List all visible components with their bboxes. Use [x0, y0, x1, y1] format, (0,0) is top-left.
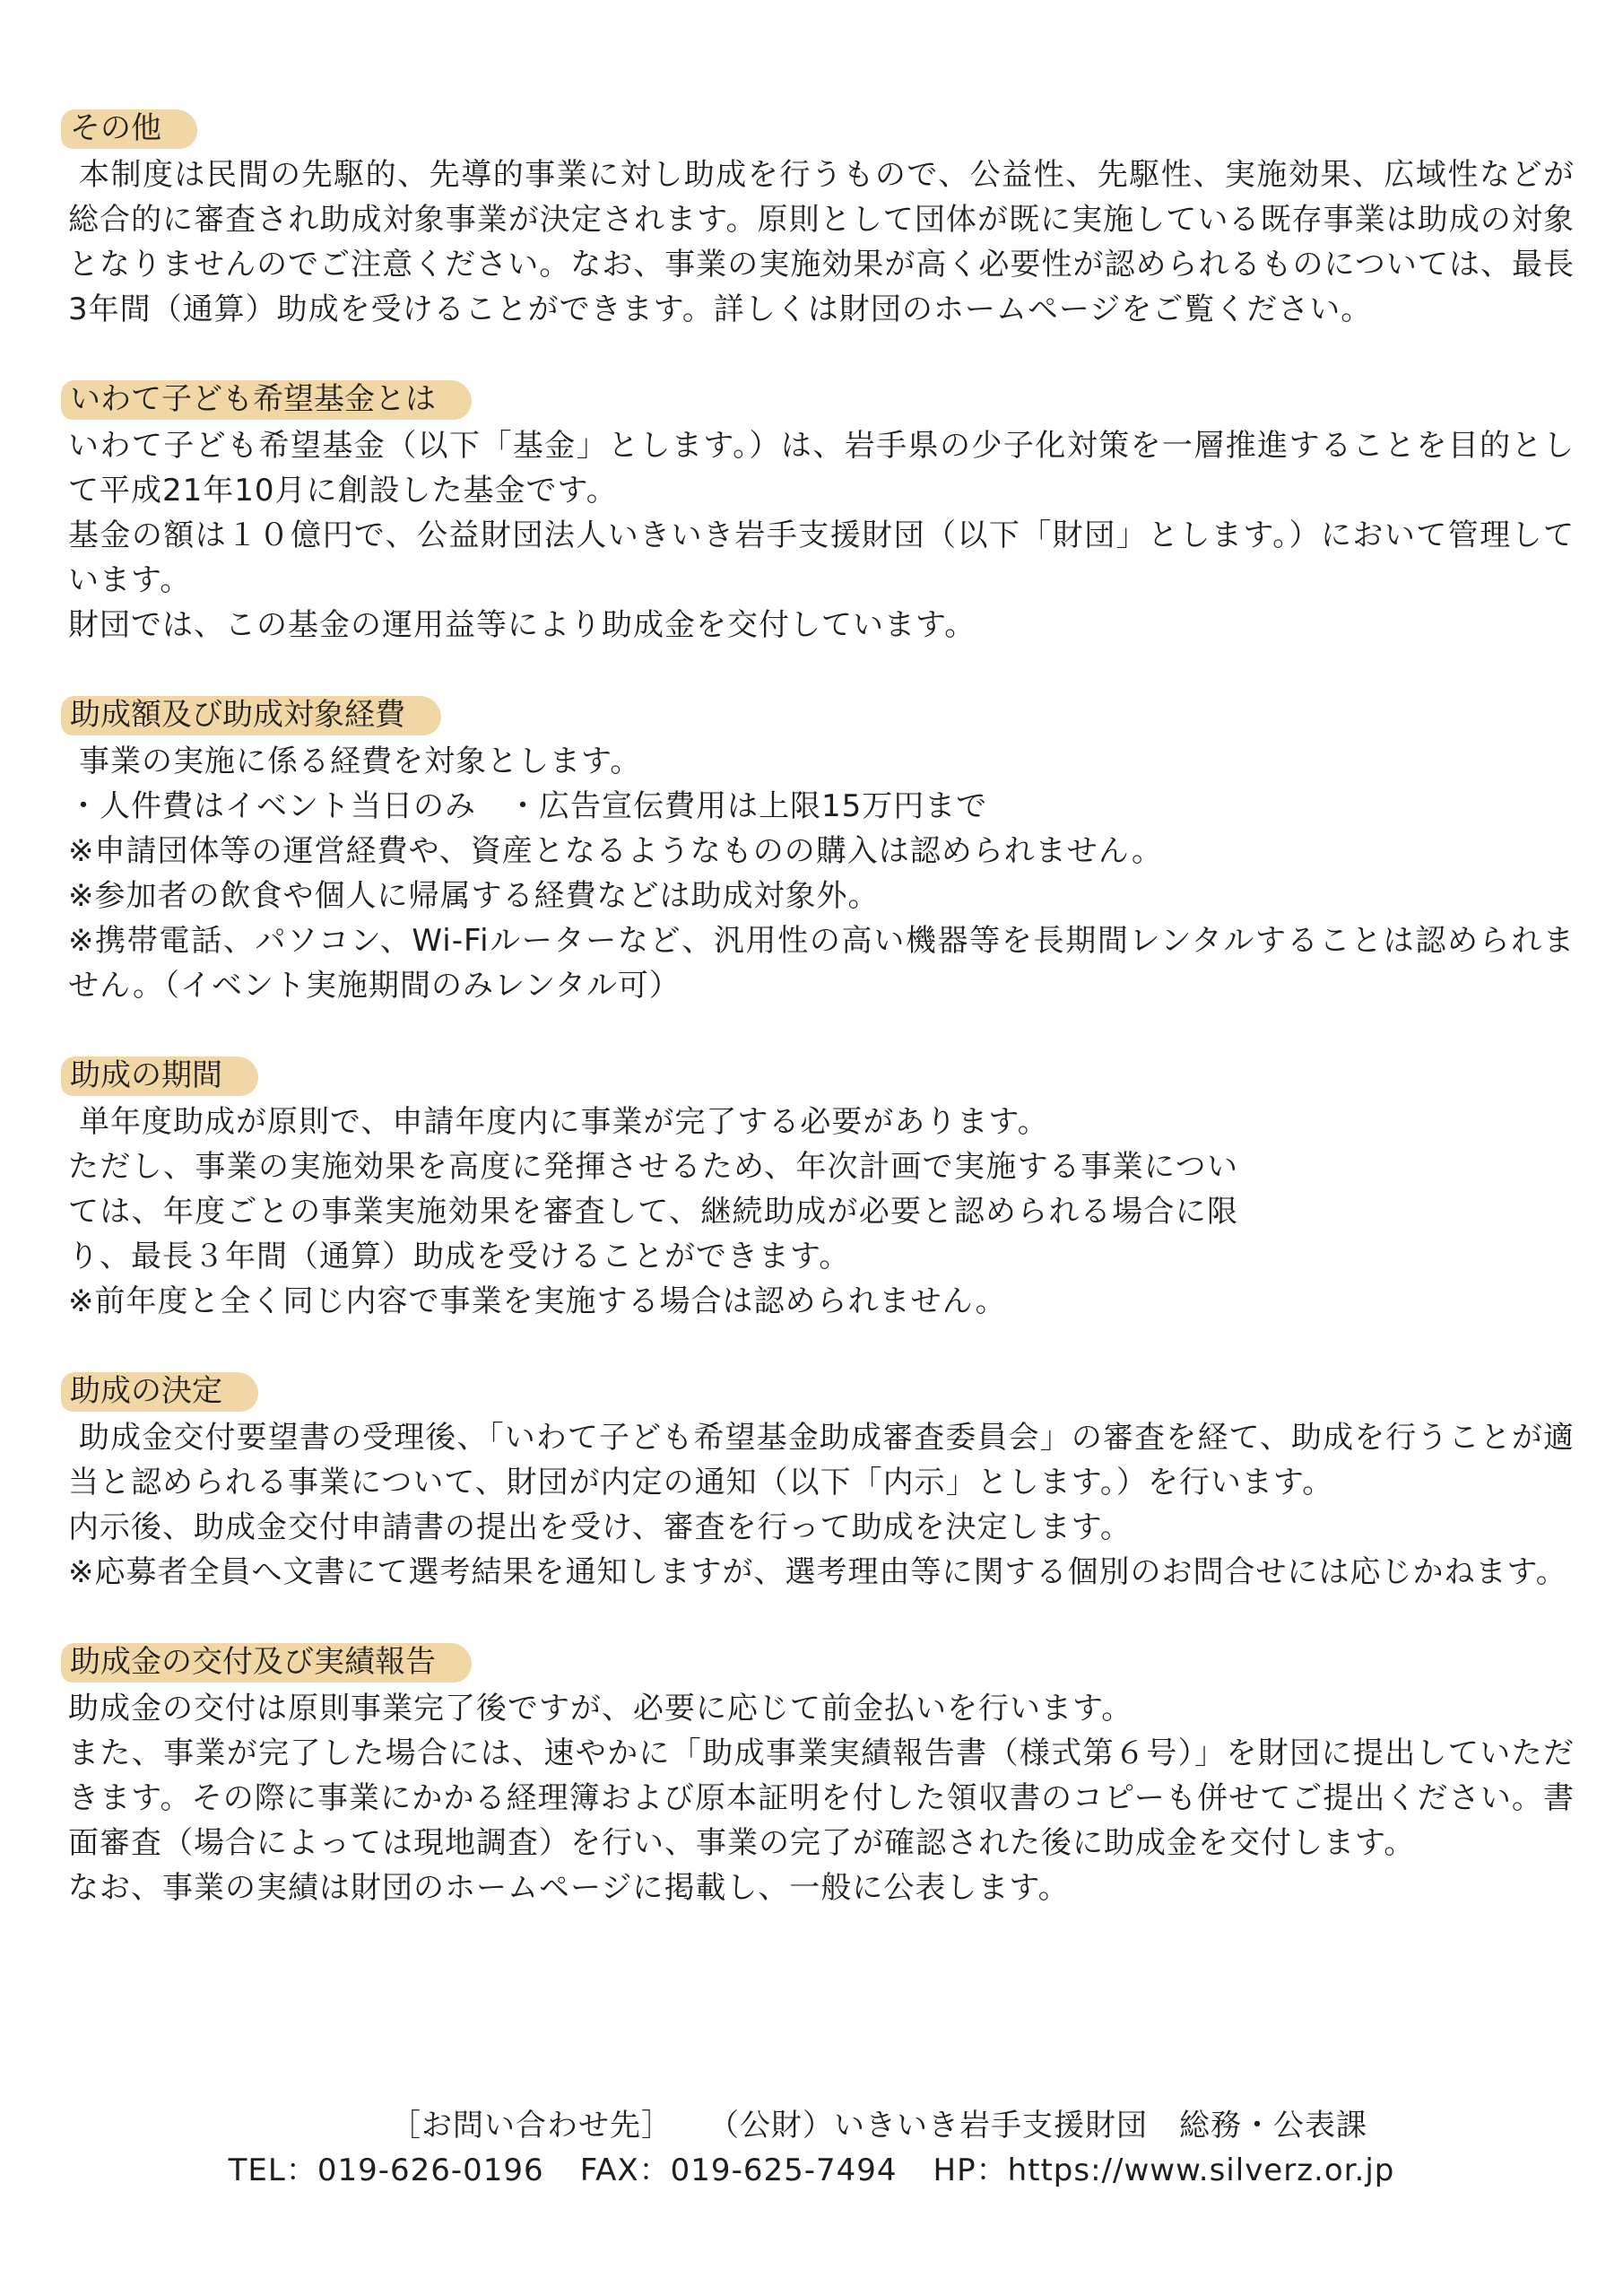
- paragraph: 財団では、この基金の運用益等により助成金を交付しています。: [68, 607, 976, 643]
- paragraph: 単年度助成が原則で、申請年度内に事業が完了する必要があります。: [79, 1104, 1049, 1140]
- paragraph: また、事業が完了した場合には、速やかに「助成事業実績報告書（様式第６号）」を財団に提出していただきます。その際に事業にかかる経理簿および原本証明を付した領収書のコピーも併せてご提出ください。書面審査（場合によっては現地調査）を行い、事業の完了が確認された後に助成金を交付します。: [68, 1735, 1575, 1861]
- contact-fax: FAX：019-625-7494: [579, 2152, 898, 2188]
- section-grant-payment-report: [68, 1639, 1575, 1910]
- paragraph: 基金の額は１０億円で、公益財団法人いきいき岩手支援財団（以下「財団」とします。）において管理しています。: [68, 517, 1575, 598]
- paragraph: ※前年度と全く同じ内容で事業を実施する場合は認められません。: [68, 1283, 1007, 1319]
- paragraph: 本制度は民間の先駆的、先導的事業に対し助成を行うもので、公益性、先駆性、実施効果、広域性などが総合的に審査され助成対象事業が決定されます。原則として団体が既に実施している既存事業は助成の対象となりませんのでご注意ください。なお、事業の実施効果が高く必要性が認められるものについては、最長3年間（通算）助成を受けることができます。詳しくは財団のホームページをご覧ください。: [68, 157, 1575, 327]
- section-grant-amount: [68, 692, 1575, 1008]
- contact-info: [0, 2103, 1623, 2193]
- contact-row-numbers: [0, 2148, 1623, 2193]
- contact-tel: TEL：019-626-0196: [228, 2152, 544, 2188]
- contact-homepage: HP：https://www.silverz.or.jp: [933, 2152, 1395, 2188]
- section-title: いわて子ども希望基金とは: [68, 377, 472, 422]
- section-grant-decision: [68, 1369, 1575, 1595]
- paragraph: なお、事業の実績は財団のホームページに掲載し、一般に公表します。: [68, 1870, 1070, 1906]
- contact-row-org: [0, 2103, 1623, 2148]
- section-title: 助成の期間: [68, 1053, 258, 1098]
- paragraph: 助成金の交付は原則事業完了後ですが、必要に応じて前金払いを行います。: [68, 1691, 1133, 1726]
- paragraph: 助成金交付要望書の受理後、「いわて子ども希望基金助成審査委員会」の審査を経て、助成を行うことが適当と認められる事業について、財団が内定の通知（以下「内示」とします。）を行います。: [68, 1420, 1575, 1500]
- paragraph: ・人件費はイベント当日のみ ・広告宣伝費用は上限15万円まで: [68, 788, 988, 824]
- section-title: 助成の決定: [68, 1369, 258, 1413]
- contact-organization: （公財）いきいき岩手支援財団 総務・公表課: [708, 2108, 1367, 2144]
- paragraph: 事業の実施に係る経費を対象とします。: [79, 744, 642, 779]
- paragraph: ※申請団体等の運営経費や、資産となるようなものの購入は認められません。: [68, 833, 1163, 869]
- paragraph: 内示後、助成金交付申請書の提出を受け、審査を行って助成を決定します。: [68, 1509, 1132, 1545]
- section-title: 助成額及び助成対象経費: [68, 692, 441, 737]
- paragraph: いわて子ども希望基金（以下「基金」とします。）は、岩手県の少子化対策を一層推進することを目的として平成21年10月に創設した基金です。: [68, 428, 1575, 509]
- section-about-fund: [68, 377, 1575, 648]
- paragraph: ※応募者全員へ文書にて選考結果を通知しますが、選考理由等に関する個別のお問合せには応じかねます。: [68, 1554, 1567, 1590]
- section-other: [68, 106, 1575, 332]
- paragraph: ただし、事業の実施効果を高度に発揮させるため、年次計画で実施する事業については、年度ごとの事業実施効果を審査して、継続助成が必要と認められる場合に限り、最長３年間（通算）助成を受けることができます。: [68, 1149, 1238, 1274]
- paragraph: ※携帯電話、パソコン、Wi-Fiルーターなど、汎用性の高い機器等を長期間レンタルすることは認められません。（イベント実施期間のみレンタル可）: [68, 923, 1575, 1004]
- section-title: その他: [68, 106, 197, 151]
- section-grant-period: [68, 1053, 1575, 1324]
- contact-label: ［お問い合わせ先］: [390, 2108, 673, 2144]
- paragraph: ※参加者の飲食や個人に帰属する経費などは助成対象外。: [68, 878, 880, 914]
- section-title: 助成金の交付及び実績報告: [68, 1639, 472, 1684]
- document-body: [68, 106, 1575, 1955]
